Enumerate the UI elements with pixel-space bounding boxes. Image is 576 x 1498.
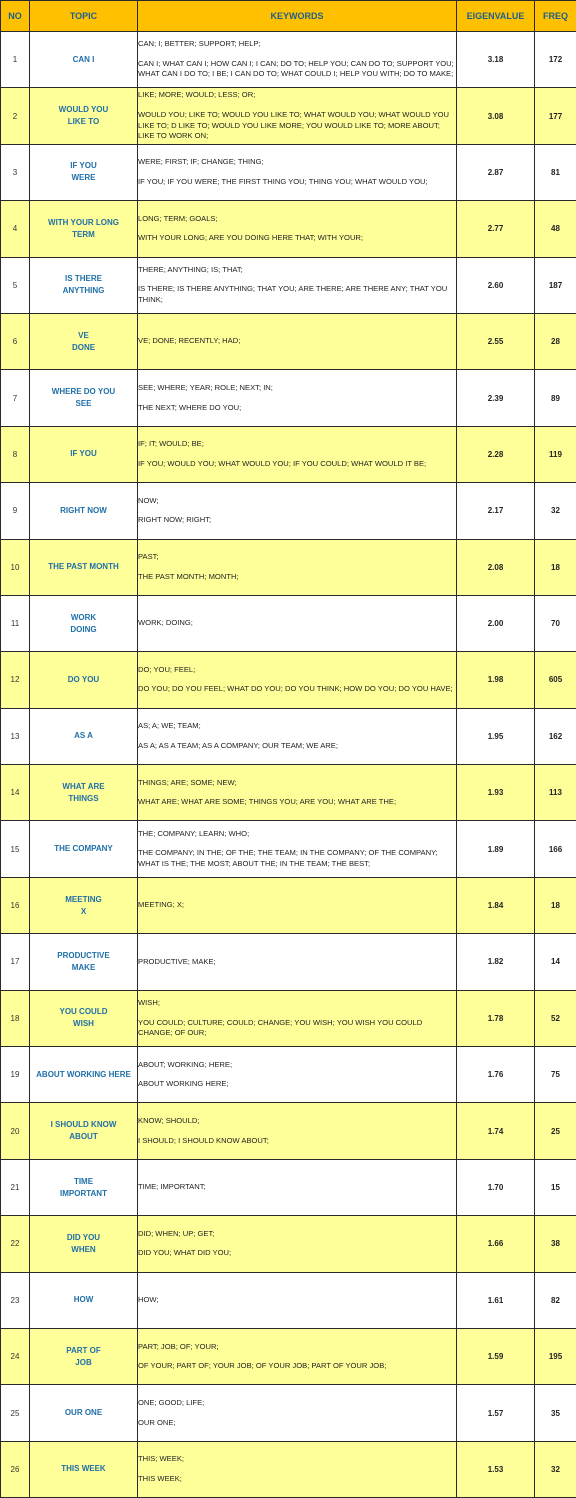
topic-cell	[30, 483, 138, 539]
topic-cell	[30, 652, 138, 708]
row-number: 18	[1, 990, 30, 1046]
freq-cell: 25	[535, 1103, 576, 1159]
freq-cell: 166	[535, 821, 576, 877]
single-keywords: KNOW; SHOULD;	[138, 1116, 200, 1126]
table-header	[1, 1, 576, 32]
keywords-gap	[138, 50, 456, 59]
keywords-cell	[138, 595, 457, 651]
topic-cell	[30, 1159, 138, 1215]
single-keywords: THE; COMPANY; LEARN; WHO;	[138, 828, 250, 838]
topic-line: WERE	[71, 173, 96, 183]
table-row	[1, 88, 576, 144]
table-body	[1, 32, 576, 1498]
freq-cell: 113	[535, 765, 576, 821]
topic-line: AS A	[74, 731, 93, 741]
topic-line: IS THERE	[65, 274, 102, 284]
phrase-keywords: CAN I; WHAT CAN I; HOW CAN I; I CAN; DO TO; HELP YOU; CAN DO TO; SUPPORT YOU; WHAT CAN I DO TO; I BE; I CAN DO TO; WHAT COULD I; HELP YOU WITH; DO TO MAKE;	[138, 58, 454, 79]
table-row	[1, 483, 576, 539]
keywords-gap	[138, 1409, 456, 1418]
single-keywords: TIME; IMPORTANT;	[138, 1182, 206, 1192]
keywords-gap	[138, 224, 456, 233]
table-row	[1, 1047, 576, 1103]
keywords-cell	[138, 201, 457, 257]
header-row	[1, 1, 576, 32]
single-keywords: PRODUCTIVE; MAKE;	[138, 956, 216, 966]
freq-cell: 119	[535, 426, 576, 482]
topic-line: PRODUCTIVE	[57, 950, 110, 960]
table-row	[1, 426, 576, 482]
table-row	[1, 32, 576, 88]
single-keywords: CAN; I; BETTER; SUPPORT; HELP;	[138, 39, 261, 49]
row-number: 3	[1, 144, 30, 200]
topic-line: DID YOU	[66, 1232, 101, 1242]
topic-cell	[30, 1328, 138, 1384]
topic-line: VE	[78, 330, 89, 340]
single-keywords: PART; JOB; OF; YOUR;	[138, 1341, 219, 1351]
phrase-keywords: DO YOU; DO YOU FEEL; WHAT DO YOU; DO YOU THINK; HOW DO YOU; DO YOU HAVE;	[138, 684, 453, 694]
eigenvalue-cell: 1.61	[457, 1272, 535, 1328]
phrase-keywords: IS THERE; IS THERE ANYTHING; THAT YOU; ARE THERE; ARE THERE ANY; THAT YOU THINK;	[138, 284, 448, 305]
keywords-cell	[138, 765, 457, 821]
eigenvalue-cell: 1.93	[457, 765, 535, 821]
header-topic: TOPIC	[30, 1, 138, 32]
freq-cell: 32	[535, 483, 576, 539]
keywords-gap	[138, 788, 456, 797]
topic-cell	[30, 88, 138, 144]
table-row	[1, 1272, 576, 1328]
row-number: 8	[1, 426, 30, 482]
eigenvalue-cell: 2.08	[457, 539, 535, 595]
row-number: 13	[1, 708, 30, 764]
keywords-cell	[138, 539, 457, 595]
row-number: 20	[1, 1103, 30, 1159]
eigenvalue-cell: 1.66	[457, 1216, 535, 1272]
keywords-gap	[138, 450, 456, 459]
single-keywords: LIKE; MORE; WOULD; LESS; OR;	[138, 90, 256, 100]
phrase-keywords: OF YOUR; PART OF; YOUR JOB; OF YOUR JOB; PART OF YOUR JOB;	[138, 1361, 387, 1371]
topic-line: LIKE TO	[67, 117, 100, 127]
phrase-keywords: ABOUT WORKING HERE;	[138, 1079, 229, 1089]
topic-cell	[30, 539, 138, 595]
keywords-cell	[138, 1103, 457, 1159]
topic-line: TIME	[73, 1176, 94, 1186]
row-number: 2	[1, 88, 30, 144]
eigenvalue-cell: 2.87	[457, 144, 535, 200]
table-row	[1, 144, 576, 200]
header-eigenvalue: EIGENVALUE	[457, 1, 535, 32]
row-number: 26	[1, 1441, 30, 1497]
single-keywords: THERE; ANYTHING; IS; THAT;	[138, 264, 243, 274]
topic-cell	[30, 1272, 138, 1328]
topic-cell	[30, 1385, 138, 1441]
phrase-keywords: I SHOULD; I SHOULD KNOW ABOUT;	[138, 1135, 269, 1145]
freq-cell: 81	[535, 144, 576, 200]
keywords-cell	[138, 313, 457, 369]
topic-line: THE PAST MONTH	[48, 562, 119, 572]
eigenvalue-cell: 1.95	[457, 708, 535, 764]
keywords-cell	[138, 877, 457, 933]
freq-cell: 52	[535, 990, 576, 1046]
keywords-gap	[138, 839, 456, 848]
topic-line: THIS WEEK	[61, 1464, 106, 1474]
keywords-cell	[138, 1441, 457, 1497]
freq-cell: 89	[535, 370, 576, 426]
freq-cell: 18	[535, 539, 576, 595]
topic-line: DOING	[70, 624, 97, 634]
table-row	[1, 595, 576, 651]
row-number: 11	[1, 595, 30, 651]
single-keywords: THIS; WEEK;	[138, 1454, 184, 1464]
topic-cell	[30, 1441, 138, 1497]
topic-line: WITH YOUR LONG	[48, 217, 119, 227]
keywords-cell	[138, 1328, 457, 1384]
row-number: 21	[1, 1159, 30, 1215]
eigenvalue-cell: 2.55	[457, 313, 535, 369]
topic-cell	[30, 257, 138, 313]
topic-cell	[30, 595, 138, 651]
single-keywords: WORK; DOING;	[138, 618, 193, 628]
freq-cell: 605	[535, 652, 576, 708]
phrase-keywords: THE PAST MONTH; MONTH;	[138, 571, 239, 581]
topic-cell	[30, 1047, 138, 1103]
keywords-cell	[138, 370, 457, 426]
freq-cell: 14	[535, 934, 576, 990]
keywords-cell	[138, 1216, 457, 1272]
topic-line: TERM	[72, 229, 95, 239]
table-row	[1, 1103, 576, 1159]
topic-line: WISH	[73, 1019, 94, 1029]
phrase-keywords: AS A; AS A TEAM; AS A COMPANY; OUR TEAM; WE ARE;	[138, 740, 338, 750]
topic-cell	[30, 1216, 138, 1272]
topic-line: YOU COULD	[59, 1007, 108, 1017]
topic-line: JOB	[75, 1357, 92, 1367]
eigenvalue-cell: 1.98	[457, 652, 535, 708]
phrase-keywords: RIGHT NOW; RIGHT;	[138, 515, 212, 525]
keywords-gap	[138, 563, 456, 572]
eigenvalue-cell: 1.78	[457, 990, 535, 1046]
single-keywords: AS; A; WE; TEAM;	[138, 721, 201, 731]
eigenvalue-cell: 1.57	[457, 1385, 535, 1441]
topic-line: SEE	[75, 399, 92, 409]
freq-cell: 70	[535, 595, 576, 651]
freq-cell: 162	[535, 708, 576, 764]
topic-line: CAN I	[72, 54, 95, 64]
keywords-cell	[138, 821, 457, 877]
eigenvalue-cell: 2.77	[457, 201, 535, 257]
eigenvalue-cell: 1.84	[457, 877, 535, 933]
row-number: 22	[1, 1216, 30, 1272]
freq-cell: 38	[535, 1216, 576, 1272]
row-number: 12	[1, 652, 30, 708]
topic-line: IMPORTANT	[60, 1188, 107, 1198]
table-row	[1, 1216, 576, 1272]
keywords-gap	[138, 506, 456, 515]
topic-line: THE COMPANY	[54, 844, 113, 854]
topic-line: WHEN	[71, 1244, 96, 1254]
keywords-cell	[138, 1385, 457, 1441]
topic-cell	[30, 370, 138, 426]
keywords-cell	[138, 1159, 457, 1215]
freq-cell: 48	[535, 201, 576, 257]
row-number: 25	[1, 1385, 30, 1441]
topic-line: DO YOU	[67, 674, 100, 684]
phrase-keywords: THE COMPANY; IN THE; OF THE; THE TEAM; IN THE COMPANY; OF THE COMPANY; WHAT IS THE; THE MOST; ABOUT THE; IN THE TEAM; THE BEST;	[138, 848, 438, 868]
keywords-gap	[138, 1070, 456, 1079]
phrase-keywords: DID YOU; WHAT DID YOU;	[138, 1248, 232, 1258]
single-keywords: NOW;	[138, 495, 159, 505]
eigenvalue-cell: 1.53	[457, 1441, 535, 1497]
eigenvalue-cell: 1.76	[457, 1047, 535, 1103]
topic-line: OUR ONE	[64, 1408, 103, 1418]
row-number: 14	[1, 765, 30, 821]
phrase-keywords: WHAT ARE; WHAT ARE SOME; THINGS YOU; ARE YOU; WHAT ARE THE;	[138, 797, 397, 807]
row-number: 15	[1, 821, 30, 877]
row-number: 4	[1, 201, 30, 257]
table-row	[1, 877, 576, 933]
row-number: 10	[1, 539, 30, 595]
keywords-gap	[138, 101, 456, 110]
topic-cell	[30, 990, 138, 1046]
eigenvalue-cell: 2.60	[457, 257, 535, 313]
topic-line: PART OF	[66, 1345, 101, 1355]
phrase-keywords: WITH YOUR LONG; ARE YOU DOING HERE THAT; WITH YOUR;	[138, 233, 364, 243]
topic-line: X	[80, 906, 87, 916]
single-keywords: ONE; GOOD; LIFE;	[138, 1397, 205, 1407]
keywords-cell	[138, 652, 457, 708]
keywords-cell	[138, 990, 457, 1046]
keywords-cell	[138, 257, 457, 313]
table-row	[1, 765, 576, 821]
topic-cell	[30, 313, 138, 369]
single-keywords: DID; WHEN; UP; GET;	[138, 1228, 215, 1238]
topic-cell	[30, 201, 138, 257]
table-row	[1, 652, 576, 708]
keywords-gap	[138, 1127, 456, 1136]
row-number: 6	[1, 313, 30, 369]
single-keywords: THINGS; ARE; SOME; NEW;	[138, 777, 237, 787]
table-row	[1, 934, 576, 990]
single-keywords: WISH;	[138, 997, 160, 1007]
freq-cell: 75	[535, 1047, 576, 1103]
table-row	[1, 708, 576, 764]
phrase-keywords: THE NEXT; WHERE DO YOU;	[138, 402, 242, 412]
keywords-gap	[138, 275, 456, 284]
freq-cell: 195	[535, 1328, 576, 1384]
single-keywords: WERE; FIRST; IF; CHANGE; THING;	[138, 157, 264, 167]
keywords-gap	[138, 1352, 456, 1361]
table-row	[1, 1441, 576, 1497]
freq-cell: 32	[535, 1441, 576, 1497]
freq-cell: 172	[535, 32, 576, 88]
topic-line: WHAT ARE	[62, 781, 105, 791]
freq-cell: 177	[535, 88, 576, 144]
row-number: 24	[1, 1328, 30, 1384]
row-number: 1	[1, 32, 30, 88]
row-number: 9	[1, 483, 30, 539]
table-row	[1, 821, 576, 877]
eigenvalue-cell: 1.89	[457, 821, 535, 877]
keywords-cell	[138, 1272, 457, 1328]
table-row	[1, 1159, 576, 1215]
topic-cell	[30, 821, 138, 877]
freq-cell: 28	[535, 313, 576, 369]
single-keywords: ABOUT; WORKING; HERE;	[138, 1059, 233, 1069]
topic-line: IF YOU	[70, 161, 97, 171]
freq-cell: 15	[535, 1159, 576, 1215]
phrase-keywords: OUR ONE;	[138, 1417, 176, 1427]
eigenvalue-cell: 3.08	[457, 88, 535, 144]
freq-cell: 187	[535, 257, 576, 313]
eigenvalue-cell: 1.70	[457, 1159, 535, 1215]
row-number: 19	[1, 1047, 30, 1103]
topic-line: ABOUT WORKING HERE	[36, 1069, 131, 1079]
eigenvalue-cell: 3.18	[457, 32, 535, 88]
topic-line: RIGHT NOW	[60, 505, 107, 515]
topic-cell	[30, 708, 138, 764]
topic-line: IF YOU	[70, 449, 97, 459]
single-keywords: HOW;	[138, 1294, 159, 1304]
row-number: 16	[1, 877, 30, 933]
topic-line: THINGS	[68, 793, 99, 803]
freq-cell: 18	[535, 877, 576, 933]
table-row	[1, 1328, 576, 1384]
single-keywords: VE; DONE; RECENTLY; HAD;	[138, 336, 241, 346]
topic-line: MEETING	[65, 894, 102, 904]
topic-line: I SHOULD KNOW	[50, 1120, 117, 1130]
row-number: 23	[1, 1272, 30, 1328]
topic-line: DONE	[71, 342, 96, 352]
topic-cell	[30, 144, 138, 200]
eigenvalue-cell: 1.59	[457, 1328, 535, 1384]
keywords-cell	[138, 483, 457, 539]
single-keywords: PAST;	[138, 552, 159, 562]
table-row	[1, 990, 576, 1046]
topic-line: ABOUT	[69, 1132, 98, 1142]
row-number: 7	[1, 370, 30, 426]
eigenvalue-cell: 2.00	[457, 595, 535, 651]
topic-cell	[30, 32, 138, 88]
keywords-cell	[138, 32, 457, 88]
topic-line: WHERE DO YOU	[51, 387, 116, 397]
header-keywords: KEYWORDS	[138, 1, 457, 32]
phrase-keywords: IF YOU; IF YOU WERE; THE FIRST THING YOU; THING YOU; WHAT WOULD YOU;	[138, 176, 428, 186]
keywords-gap	[138, 1009, 456, 1018]
phrase-keywords: THIS WEEK;	[138, 1473, 182, 1483]
single-keywords: MEETING; X;	[138, 900, 184, 910]
row-number: 17	[1, 934, 30, 990]
eigenvalue-cell: 1.82	[457, 934, 535, 990]
eigenvalue-cell: 2.39	[457, 370, 535, 426]
keywords-gap	[138, 1465, 456, 1474]
topic-line: WOULD YOU	[58, 105, 109, 115]
topic-cell	[30, 426, 138, 482]
header-no: NO	[1, 1, 30, 32]
keywords-cell	[138, 426, 457, 482]
eigenvalue-cell: 2.17	[457, 483, 535, 539]
topic-cell	[30, 765, 138, 821]
phrase-keywords: WOULD YOU; LIKE TO; WOULD YOU LIKE TO; WHAT WOULD YOU; WHAT WOULD YOU LIKE TO; D LIKE TO; WOULD YOU LIKE MORE; YOU WOULD LIKE TO; MORE ABOUT; LIKE TO WORK ON;	[138, 109, 449, 141]
keywords-gap	[138, 1239, 456, 1248]
keywords-gap	[138, 675, 456, 684]
keywords-cell	[138, 934, 457, 990]
topic-line: ANYTHING	[62, 286, 105, 296]
topic-line: HOW	[73, 1295, 94, 1305]
table-row	[1, 257, 576, 313]
table-row	[1, 313, 576, 369]
keywords-cell	[138, 88, 457, 144]
keywords-cell	[138, 1047, 457, 1103]
single-keywords: SEE; WHERE; YEAR; ROLE; NEXT; IN;	[138, 382, 273, 392]
keywords-cell	[138, 708, 457, 764]
freq-cell: 82	[535, 1272, 576, 1328]
keywords-cell	[138, 144, 457, 200]
topic-line: WORK	[70, 612, 97, 622]
eigenvalue-cell: 2.28	[457, 426, 535, 482]
freq-cell: 35	[535, 1385, 576, 1441]
table-row	[1, 370, 576, 426]
header-freq: FREQ	[535, 1, 576, 32]
topic-cell	[30, 1103, 138, 1159]
single-keywords: IF; IT; WOULD; BE;	[138, 439, 204, 449]
single-keywords: LONG; TERM; GOALS;	[138, 213, 218, 223]
topic-line: MAKE	[71, 962, 96, 972]
keywords-gap	[138, 168, 456, 177]
keywords-gap	[138, 732, 456, 741]
phrase-keywords: IF YOU; WOULD YOU; WHAT WOULD YOU; IF YOU COULD; WHAT WOULD IT BE;	[138, 458, 427, 468]
table-row	[1, 201, 576, 257]
single-keywords: DO; YOU; FEEL;	[138, 664, 196, 674]
topic-cell	[30, 877, 138, 933]
table-row	[1, 539, 576, 595]
keywords-gap	[138, 394, 456, 403]
eigenvalue-cell: 1.74	[457, 1103, 535, 1159]
phrase-keywords: YOU COULD; CULTURE; COULD; CHANGE; YOU WISH; YOU WISH YOU COULD CHANGE; OF OUR;	[138, 1017, 423, 1038]
topic-cell	[30, 934, 138, 990]
row-number: 5	[1, 257, 30, 313]
table-row	[1, 1385, 576, 1441]
